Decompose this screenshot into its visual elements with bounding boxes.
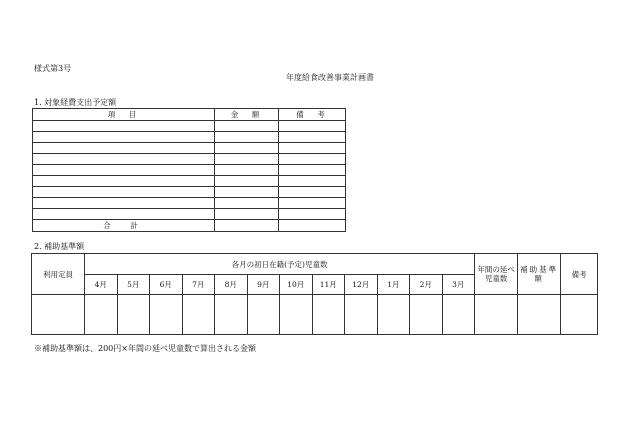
month-cell[interactable] — [442, 295, 475, 335]
item-cell[interactable] — [33, 198, 215, 209]
footnote: ※補助基準額は、200円×年間の延べ児童数で算出される金額 — [34, 344, 256, 353]
month-label: 5月 — [117, 275, 150, 295]
total-label: 合 計 — [33, 220, 215, 232]
month-cell[interactable] — [247, 295, 280, 335]
item-cell[interactable] — [33, 154, 215, 165]
form-number: 様式第3号 — [34, 64, 72, 73]
amount-cell[interactable] — [215, 187, 279, 198]
amount-cell[interactable] — [215, 143, 279, 154]
header-item: 項 目 — [33, 109, 215, 121]
subsidy-table — [31, 253, 598, 335]
month-label: 8月 — [215, 275, 248, 295]
remarks-cell[interactable] — [279, 154, 346, 165]
table-row[interactable] — [33, 176, 346, 187]
table-row[interactable] — [33, 132, 346, 143]
item-cell[interactable] — [33, 209, 215, 220]
table-row[interactable] — [33, 209, 346, 220]
month-cell[interactable] — [85, 295, 118, 335]
expense-table-header — [33, 109, 346, 121]
remarks-cell[interactable] — [279, 176, 346, 187]
item-cell[interactable] — [33, 121, 215, 132]
month-label: 9月 — [247, 275, 280, 295]
month-cell[interactable] — [377, 295, 410, 335]
month-cell[interactable] — [312, 295, 345, 335]
table-row[interactable] — [33, 165, 346, 176]
month-cell[interactable] — [410, 295, 443, 335]
table-row[interactable] — [33, 187, 346, 198]
remarks-cell[interactable] — [279, 121, 346, 132]
amount-cell[interactable] — [215, 176, 279, 187]
amount-cell[interactable] — [215, 198, 279, 209]
month-label: 4月 — [85, 275, 118, 295]
page-title: 年度給食改善事業計画書 — [286, 73, 374, 82]
month-cell[interactable] — [280, 295, 313, 335]
header-annual-count: 年間の延べ児童数 — [475, 254, 518, 295]
header-monthly-count: 各月の初日在籍(予定)児童数 — [85, 254, 475, 275]
section2-heading: 2. 補助基準額 — [34, 242, 85, 251]
month-label: 12月 — [345, 275, 378, 295]
table-row[interactable] — [33, 154, 346, 165]
month-label: 11月 — [312, 275, 345, 295]
remarks-cell[interactable] — [279, 187, 346, 198]
item-cell[interactable] — [33, 187, 215, 198]
teiin-cell[interactable] — [32, 295, 85, 335]
remarks-cell[interactable] — [279, 165, 346, 176]
remarks-cell[interactable] — [279, 198, 346, 209]
month-cell[interactable] — [182, 295, 215, 335]
month-label: 6月 — [150, 275, 183, 295]
item-cell[interactable] — [33, 165, 215, 176]
subsidy-data-row[interactable] — [32, 295, 598, 335]
remarks-cell[interactable] — [279, 132, 346, 143]
amount-cell[interactable] — [215, 121, 279, 132]
remarks-cell[interactable] — [561, 295, 598, 335]
header-amount: 金 額 — [215, 109, 279, 121]
month-label: 2月 — [410, 275, 443, 295]
item-cell[interactable] — [33, 132, 215, 143]
annual-count-cell[interactable] — [475, 295, 518, 335]
remarks-cell[interactable] — [279, 143, 346, 154]
total-amount-cell[interactable] — [215, 220, 279, 232]
header-remarks: 備考 — [561, 254, 598, 295]
month-cell[interactable] — [117, 295, 150, 335]
month-label: 1月 — [377, 275, 410, 295]
total-remarks-cell[interactable] — [279, 220, 346, 232]
header-subsidy: 補助基準額 — [518, 254, 561, 295]
table-row[interactable] — [33, 198, 346, 209]
table-row[interactable] — [33, 121, 346, 132]
header-remarks: 備 考 — [279, 109, 346, 121]
remarks-cell[interactable] — [279, 209, 346, 220]
month-cell[interactable] — [150, 295, 183, 335]
section1-heading: 1. 対象経費支出予定額 — [34, 98, 117, 107]
amount-cell[interactable] — [215, 154, 279, 165]
total-row — [33, 220, 346, 232]
expense-table — [32, 108, 346, 232]
header-teiin: 利用定員 — [32, 254, 85, 295]
amount-cell[interactable] — [215, 132, 279, 143]
amount-cell[interactable] — [215, 165, 279, 176]
amount-cell[interactable] — [215, 209, 279, 220]
subsidy-header-row-1 — [32, 254, 598, 275]
month-label: 3月 — [442, 275, 475, 295]
item-cell[interactable] — [33, 143, 215, 154]
month-cell[interactable] — [215, 295, 248, 335]
month-cell[interactable] — [345, 295, 378, 335]
subsidy-cell[interactable] — [518, 295, 561, 335]
item-cell[interactable] — [33, 176, 215, 187]
month-label: 7月 — [182, 275, 215, 295]
table-row[interactable] — [33, 143, 346, 154]
month-label: 10月 — [280, 275, 313, 295]
